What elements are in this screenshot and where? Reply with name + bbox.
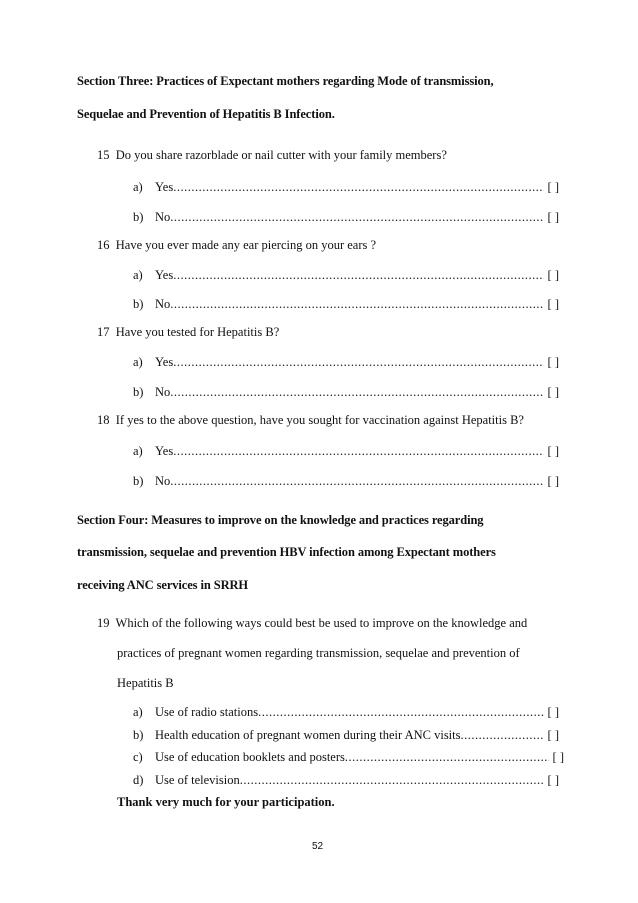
checkbox[interactable]: [ ] [547,210,559,224]
option-letter: d) [133,773,144,787]
question-text: Do you share razorblade or nail cutter with your family members? [115,148,447,162]
checkbox[interactable]: [ ] [547,705,559,719]
dot-leader [173,444,543,459]
option-letter: a) [133,355,143,369]
dot-leader [240,773,544,788]
question-18 [97,413,524,428]
option-letter: b) [133,210,144,224]
checkbox[interactable]: [ ] [547,180,559,194]
option-label: Use of education booklets and posters [155,750,345,764]
checkbox[interactable]: [ ] [547,385,559,399]
dot-leader [461,728,544,743]
q17-option-a[interactable] [133,355,559,370]
question-text-line1: Which of the following ways could best be used to improve on the knowledge and [115,616,528,630]
question-19-line3: Hepatitis B [117,676,174,690]
option-letter: b) [133,385,144,399]
option-label: Health education of pregnant women during their ANC visits [155,728,461,742]
section-three-heading-line2: Sequelae and Prevention of Hepatitis B Infection. [77,107,335,121]
checkbox[interactable]: [ ] [547,474,559,488]
option-letter: a) [133,180,143,194]
question-text: Have you tested for Hepatitis B? [115,325,280,339]
question-number: 15 [97,148,110,162]
option-label: Use of radio stations [155,705,259,719]
dot-leader [173,180,543,195]
option-label: Yes [155,444,174,458]
option-letter: a) [133,705,143,719]
q18-option-b[interactable] [133,474,559,489]
option-label: No [155,474,171,488]
question-number: 17 [97,325,110,339]
option-letter: a) [133,268,143,282]
q18-option-a[interactable] [133,444,559,459]
option-letter: b) [133,297,144,311]
dot-leader [173,268,543,283]
option-label: Yes [155,355,174,369]
question-text: Have you ever made any ear piercing on your ears ? [115,238,377,252]
question-number: 19 [97,616,110,630]
q16-option-b[interactable] [133,297,559,312]
checkbox[interactable]: [ ] [547,773,559,787]
dot-leader [345,750,549,765]
dot-leader [170,474,543,489]
q17-option-b[interactable] [133,385,559,400]
checkbox[interactable]: [ ] [547,444,559,458]
question-number: 16 [97,238,110,252]
option-letter: b) [133,474,144,488]
section-four-heading-line1: Section Four: Measures to improve on the knowledge and practices regarding [77,513,484,527]
q15-option-b[interactable] [133,210,559,225]
question-number: 18 [97,413,110,427]
option-letter: c) [133,750,143,764]
dot-leader [170,297,543,312]
option-label: No [155,297,171,311]
section-three-heading-line1: Section Three: Practices of Expectant mothers regarding Mode of transmission, [77,74,494,88]
question-15 [97,148,447,163]
option-letter: a) [133,444,143,458]
question-16 [97,238,376,253]
checkbox[interactable]: [ ] [547,728,559,742]
checkbox[interactable]: [ ] [547,268,559,282]
q19-option-d[interactable] [133,773,559,788]
page-number: 52 [312,841,324,852]
dot-leader [170,385,543,400]
q16-option-a[interactable] [133,268,559,283]
question-19-line2: practices of pregnant women regarding transmission, sequelae and prevention of [117,646,520,660]
option-letter: b) [133,728,144,742]
q15-option-a[interactable] [133,180,559,195]
question-17 [97,325,279,340]
q19-option-c[interactable] [133,750,564,765]
dot-leader [173,355,543,370]
section-four-heading-line3: receiving ANC services in SRRH [77,578,249,592]
checkbox[interactable]: [ ] [547,355,559,369]
q19-option-b[interactable] [133,728,559,743]
dot-leader [170,210,543,225]
option-label: Yes [155,268,174,282]
option-label: No [155,385,171,399]
q19-option-a[interactable] [133,705,559,720]
option-label: Yes [155,180,174,194]
dot-leader [258,705,543,720]
option-label: Use of television [155,773,240,787]
question-text: If yes to the above question, have you sought for vaccination against Hepatitis B? [115,413,524,427]
question-19 [97,616,527,631]
section-four-heading-line2: transmission, sequelae and prevention HBV infection among Expectant mothers [77,545,496,559]
option-label: No [155,210,171,224]
checkbox[interactable]: [ ] [547,297,559,311]
checkbox[interactable]: [ ] [552,750,564,764]
thank-you-note: Thank very much for your participation. [117,795,335,809]
